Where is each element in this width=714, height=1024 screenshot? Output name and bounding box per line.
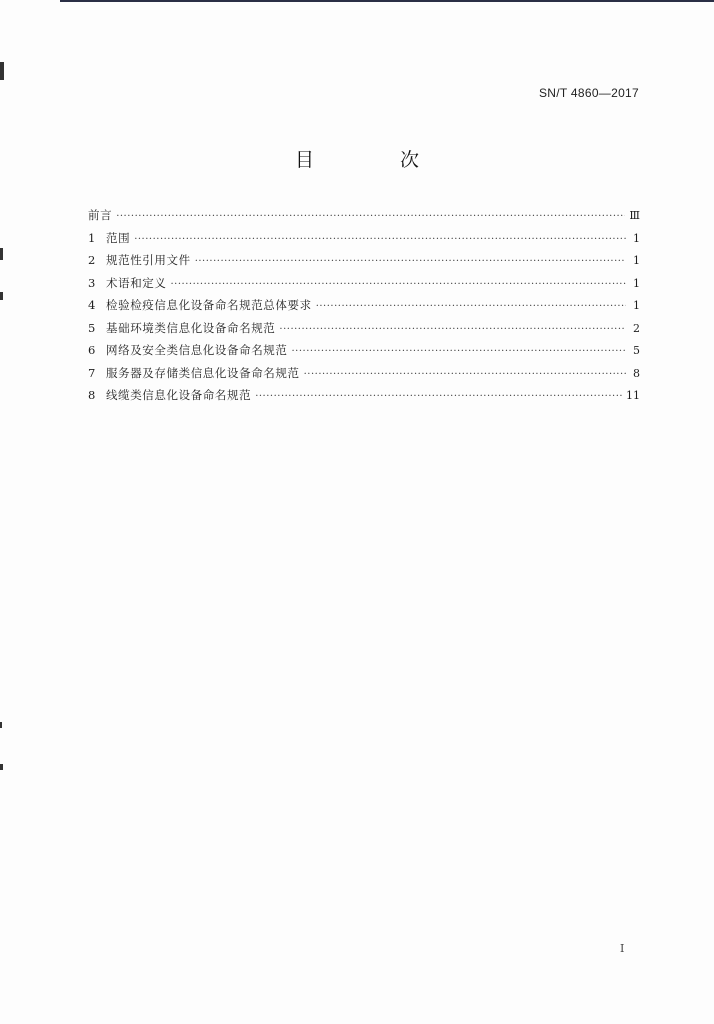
table-of-contents: [88, 204, 640, 407]
toc-leader-dots: [316, 296, 626, 319]
toc-title: 目 次: [294, 149, 460, 171]
toc-entry-number: 5: [88, 320, 96, 335]
scan-edge-mark: [0, 248, 3, 260]
toc-entry-5[interactable]: [88, 317, 640, 340]
page-folio: I: [620, 942, 625, 955]
scan-edge-mark: [0, 764, 3, 770]
scan-edge-mark: [0, 722, 2, 728]
scan-edge-mark: [0, 62, 4, 80]
toc-entry-label: 线缆类信息化设备命名规范: [106, 388, 252, 402]
top-edge-rule: [60, 0, 714, 2]
toc-entry-label: 基础环境类信息化设备命名规范: [106, 320, 276, 335]
toc-leader-dots: [171, 274, 627, 297]
toc-entry-number: 6: [88, 343, 96, 357]
toc-entry-foreword[interactable]: [88, 204, 640, 227]
toc-entry-4[interactable]: [88, 294, 640, 317]
toc-leader-dots: [279, 319, 626, 342]
toc-entry-label: 检验检疫信息化设备命名规范总体要求: [106, 298, 312, 312]
toc-entry-page: 1: [633, 231, 640, 245]
toc-entry-3[interactable]: [88, 272, 640, 295]
toc-entry-number: 8: [88, 388, 96, 402]
toc-entry-number: 4: [88, 298, 96, 312]
toc-entry-label: 网络及安全类信息化设备命名规范: [106, 343, 288, 357]
toc-entry-6[interactable]: [88, 339, 640, 362]
toc-entry-number: 2: [88, 253, 96, 267]
toc-entry-page: 1: [633, 276, 640, 290]
toc-entry-1[interactable]: [88, 227, 640, 250]
toc-entry-number: 1: [88, 230, 96, 245]
toc-leader-dots: [195, 251, 626, 274]
toc-entry-page: 5: [633, 344, 640, 357]
toc-entry-number: 3: [88, 275, 96, 290]
toc-entry-label: 术语和定义: [106, 275, 167, 290]
scan-edge-mark: [0, 292, 3, 300]
toc-entry-number: 7: [88, 365, 96, 380]
toc-entry-page: 2: [633, 321, 640, 335]
toc-entry-label: 服务器及存储类信息化设备命名规范: [106, 365, 300, 380]
toc-leader-dots: [134, 229, 626, 252]
toc-entry-2[interactable]: [88, 249, 640, 272]
toc-entry-label: 前言: [88, 208, 113, 222]
standard-number: SN/T 4860—2017: [538, 86, 639, 100]
toc-entry-page: Ⅲ: [629, 209, 640, 222]
toc-entry-7[interactable]: [88, 362, 640, 385]
toc-entry-8[interactable]: [88, 384, 640, 407]
toc-leader-dots: [255, 386, 622, 409]
toc-entry-page: 1: [633, 254, 640, 267]
toc-leader-dots: [292, 341, 627, 364]
toc-entry-page: 11: [626, 389, 640, 402]
toc-entry-page: 1: [633, 299, 640, 312]
toc-entry-page: 8: [633, 366, 640, 380]
toc-entry-label: 规范性引用文件: [106, 253, 191, 267]
toc-leader-dots: [304, 364, 626, 387]
toc-leader-dots: [116, 206, 625, 229]
toc-entry-label: 范围: [106, 230, 131, 245]
